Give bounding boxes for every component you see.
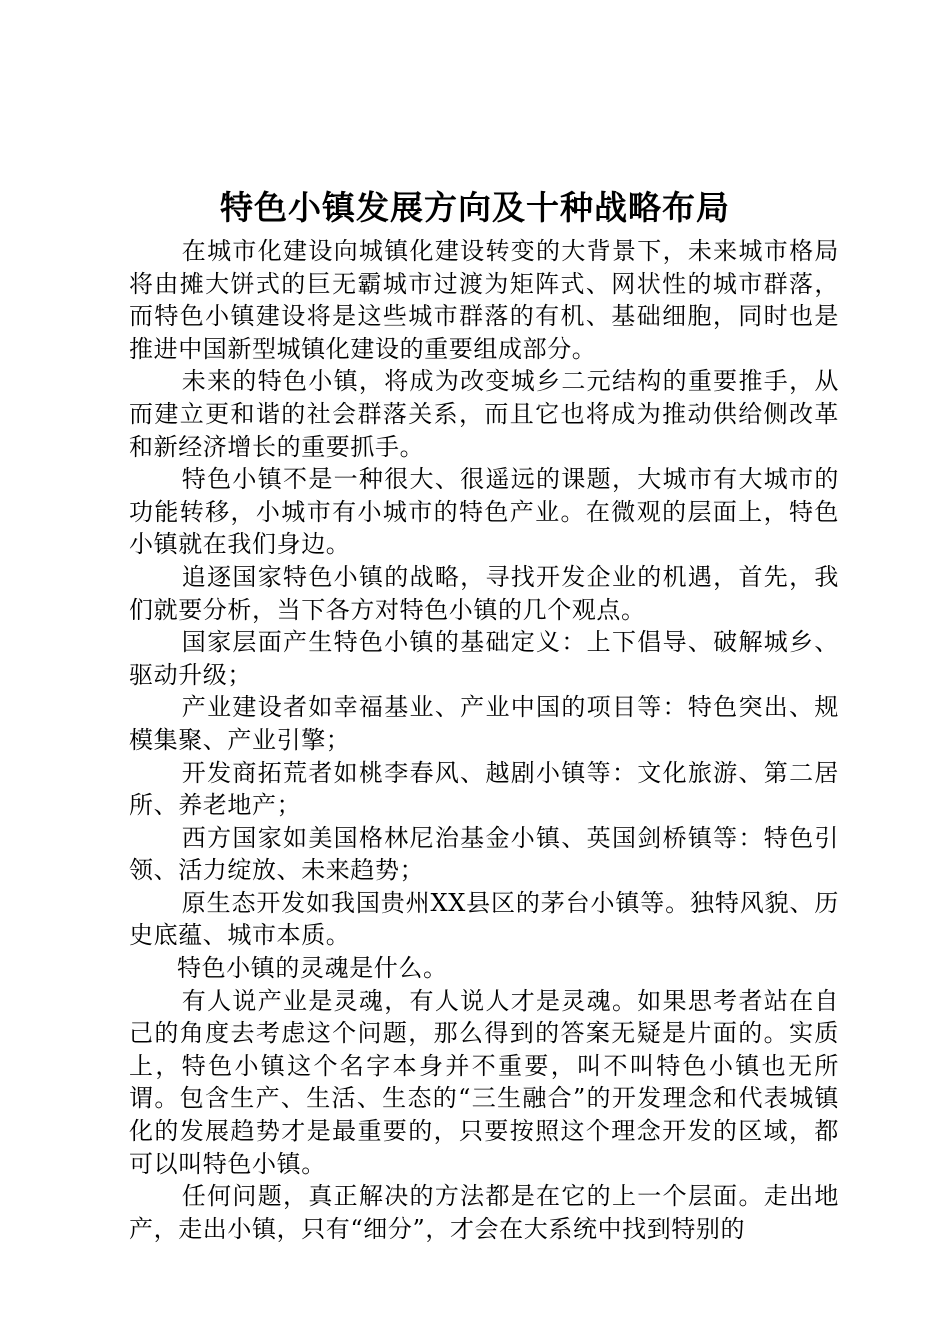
document-title: 特色小镇发展方向及十种战略布局 bbox=[220, 188, 730, 227]
paragraph-not-distant-topic: 特色小镇不是一种很大、很遥远的课题，大城市有大城市的功能转移，小城市有小城市的特色产业。在微观的层面上，特色小镇就在我们身边。 bbox=[129, 465, 839, 559]
paragraph-industry-builders: 产业建设者如幸福基业、产业中国的项目等：特色突出、规模集聚、产业引擎； bbox=[129, 693, 839, 754]
paragraph-developer-pioneers: 开发商拓荒者如桃李春风、越剧小镇等：文化旅游、第二居所、养老地产； bbox=[129, 758, 839, 820]
paragraph-western-countries: 西方国家如美国格林尼治基金小镇、英国剑桥镇等：特色引领、活力绽放、未来趋势； bbox=[129, 823, 839, 885]
paragraph-higher-level-solution: 任何问题，真正解决的方法都是在它的上一个层面。走出地产，走出小镇，只有“细分”，才会在大系统中找到特别的 bbox=[129, 1182, 839, 1243]
paragraph-urbanization-background: 在城市化建设向城镇化建设转变的大背景下，未来城市格局将由摊大饼式的巨无霸城市过渡为矩阵式、网状性的城市群落，而特色小镇建设将是这些城市群落的有机、基础细胞，同时也是推进中国新型城镇化建设的重要组成部分。 bbox=[129, 237, 839, 363]
paragraph-soul-question: 特色小镇的灵魂是什么。 bbox=[177, 954, 448, 983]
document-body bbox=[129, 235, 839, 1245]
paragraph-national-definition: 国家层面产生特色小镇的基础定义：上下倡导、破解城乡、驱动升级； bbox=[129, 628, 839, 689]
paragraph-original-ecology: 原生态开发如我国贵州XX县区的茅台小镇等。独特风貌、历史底蕴、城市本质。 bbox=[129, 888, 839, 950]
paragraph-soul-answer: 有人说产业是灵魂，有人说人才是灵魂。如果思考者站在自己的角度去考虑这个问题，那么得到的答案无疑是片面的。实质上，特色小镇这个名字本身并不重要，叫不叫特色小镇也无所谓。包含生产、生活、生态的“三生融合”的开发理念和代表城镇化的发展趋势才是最重要的，只要按照这个理念开发的区域，都可以叫特色小镇。 bbox=[129, 986, 839, 1178]
paragraph-analyze-viewpoints: 追逐国家特色小镇的战略，寻找开发企业的机遇，首先，我们就要分析，当下各方对特色小镇的几个观点。 bbox=[129, 562, 839, 624]
paragraph-future-towns: 未来的特色小镇，将成为改变城乡二元结构的重要推手，从而建立更和谐的社会群落关系，而且它也将成为推动供给侧改革和新经济增长的重要抓手。 bbox=[129, 367, 839, 461]
